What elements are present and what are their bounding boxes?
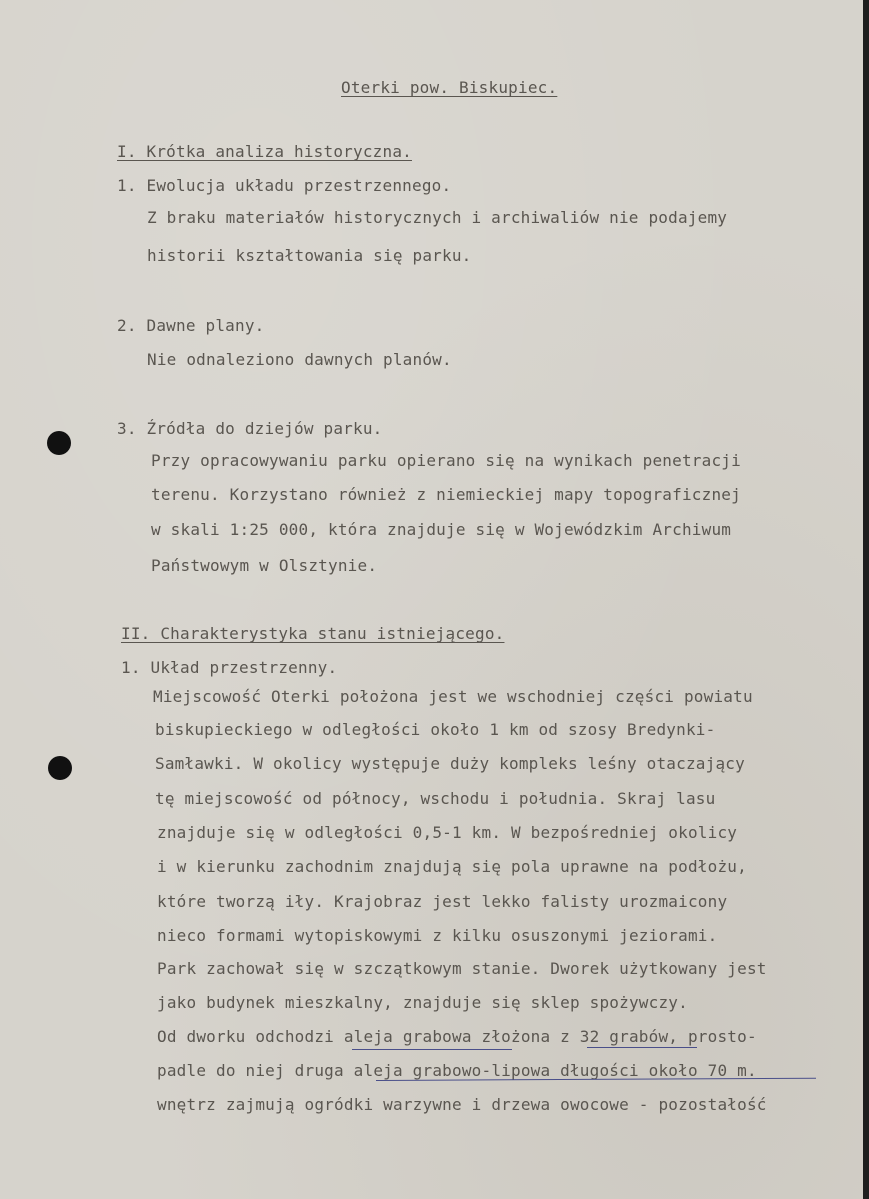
paragraph-line: padle do niej druga aleja grabowo-lipowa długości około 70 m. bbox=[157, 1061, 757, 1080]
paragraph-line: Od dworku odchodzi aleja grabowa złożona z 32 grabów, prosto- bbox=[157, 1027, 757, 1046]
section-1-heading: I. Krótka analiza historyczna. bbox=[117, 142, 412, 161]
paragraph-line: terenu. Korzystano również z niemieckiej mapy topograficznej bbox=[151, 485, 741, 504]
paragraph-line: Z braku materiałów historycznych i archiwaliów nie podajemy bbox=[147, 208, 728, 227]
paragraph-line: w skali 1:25 000, która znajduje się w Wojewódzkim Archiwum bbox=[151, 520, 732, 539]
paragraph-line: tę miejscowość od północy, wschodu i południa. Skraj lasu bbox=[155, 789, 716, 808]
paragraph-line: wnętrz zajmują ogródki warzywne i drzewa owocowe - pozostałość bbox=[157, 1095, 767, 1114]
section-2-item-1-heading: 1. Układ przestrzenny. bbox=[121, 658, 338, 677]
section-1-item-2-heading: 2. Dawne plany. bbox=[117, 316, 265, 335]
paragraph-line: i w kierunku zachodnim znajdują się pola uprawne na podłożu, bbox=[157, 857, 747, 876]
paragraph-line: biskupieckiego w odległości około 1 km od szosy Bredynki- bbox=[155, 720, 716, 739]
section-1-item-1-heading: 1. Ewolucja układu przestrzennego. bbox=[117, 176, 452, 195]
punch-hole-top bbox=[47, 431, 71, 455]
paragraph-line: jako budynek mieszkalny, znajduje się sklep spożywczy. bbox=[157, 993, 688, 1012]
paragraph-line: Przy opracowywaniu parku opierano się na wynikach penetracji bbox=[151, 451, 741, 470]
paragraph-line: Park zachował się w szczątkowym stanie. Dworek użytkowany jest bbox=[157, 959, 767, 978]
paragraph-line: Miejscowość Oterki położona jest we wschodniej części powiatu bbox=[153, 687, 753, 706]
pen-underline bbox=[352, 1049, 512, 1050]
document-title: Oterki pow. Biskupiec. bbox=[341, 78, 558, 97]
paragraph-line: Nie odnaleziono dawnych planów. bbox=[147, 350, 452, 369]
paragraph-line: które tworzą iły. Krajobraz jest lekko falisty urozmaicony bbox=[157, 892, 728, 911]
paragraph-line: historii kształtowania się parku. bbox=[147, 246, 472, 265]
paragraph-line: Samławki. W okolicy występuje duży kompleks leśny otaczający bbox=[155, 754, 745, 773]
paragraph-line: znajduje się w odległości 0,5-1 km. W bezpośredniej okolicy bbox=[157, 823, 738, 842]
section-2-heading: II. Charakterystyka stanu istniejącego. bbox=[121, 624, 505, 643]
paragraph-line: nieco formami wytopiskowymi z kilku osuszonymi jeziorami. bbox=[157, 926, 718, 945]
punch-hole-bottom bbox=[48, 756, 72, 780]
pen-underline bbox=[587, 1047, 697, 1048]
scan-edge bbox=[863, 0, 869, 1199]
section-1-item-3-heading: 3. Źródła do dziejów parku. bbox=[117, 419, 383, 438]
paragraph-line: Państwowym w Olsztynie. bbox=[151, 556, 378, 575]
